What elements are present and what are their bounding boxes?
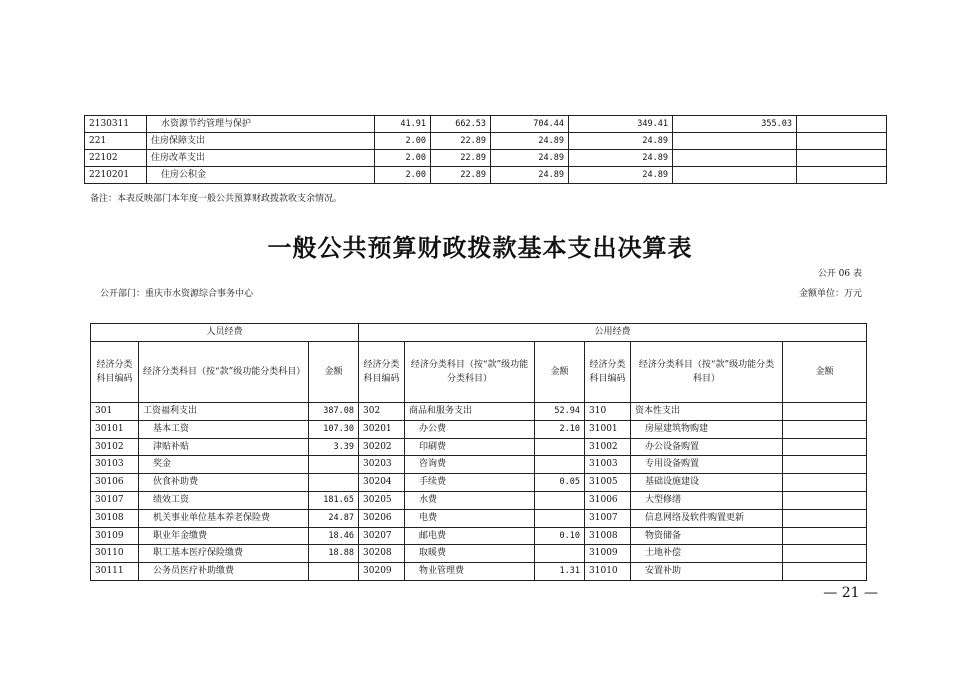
subject-code: 30207 bbox=[359, 527, 405, 545]
amount-cell: 24.89 bbox=[569, 133, 673, 150]
amount-cell bbox=[783, 545, 867, 563]
table-row bbox=[91, 545, 867, 563]
amount-cell: 0.05 bbox=[535, 474, 585, 492]
amount-cell: 24.89 bbox=[491, 167, 569, 184]
table-row bbox=[85, 167, 887, 184]
subject-name: 印刷费 bbox=[405, 438, 535, 456]
subject-code: 30208 bbox=[359, 545, 405, 563]
name-header: 经济分类科目（按“款”级功能分类科目） bbox=[139, 342, 309, 403]
subject-code: 30102 bbox=[91, 438, 139, 456]
subject-name: 水资源节约管理与保护 bbox=[147, 116, 375, 133]
subject-name: 津贴补贴 bbox=[139, 438, 309, 456]
unit-label: 金额单位：万元 bbox=[798, 289, 862, 299]
subject-code: 31003 bbox=[585, 456, 631, 474]
amount-cell: 22.89 bbox=[431, 150, 491, 167]
subject-name: 大型修缮 bbox=[631, 491, 783, 509]
subject-name: 专用设备购置 bbox=[631, 456, 783, 474]
subject-name: 安置补助 bbox=[631, 563, 783, 581]
amount-cell: 387.08 bbox=[309, 403, 359, 421]
subject-code: 30109 bbox=[91, 527, 139, 545]
subject-name: 住房公积金 bbox=[147, 167, 375, 184]
subject-name: 邮电费 bbox=[405, 527, 535, 545]
subject-code: 30205 bbox=[359, 491, 405, 509]
subject-code: 221 bbox=[85, 133, 147, 150]
page-number: — 21 — bbox=[823, 585, 878, 601]
amount-cell bbox=[673, 167, 797, 184]
page-title: 一般公共预算财政拨款基本支出决算表 bbox=[267, 234, 693, 262]
amount-cell: 24.89 bbox=[569, 167, 673, 184]
subject-code: 30103 bbox=[91, 456, 139, 474]
subject-name: 伙食补助费 bbox=[139, 474, 309, 492]
table-row bbox=[91, 474, 867, 492]
basic-expenditure-table bbox=[90, 323, 867, 581]
amount-cell bbox=[783, 509, 867, 527]
name-header: 经济分类科目（按“款”级功能分类科目） bbox=[405, 342, 535, 403]
subject-code: 30108 bbox=[91, 509, 139, 527]
amount-cell: 181.65 bbox=[309, 491, 359, 509]
amount-cell bbox=[783, 491, 867, 509]
amount-cell bbox=[797, 167, 887, 184]
table-row bbox=[91, 491, 867, 509]
table-row bbox=[91, 563, 867, 581]
subject-name: 水费 bbox=[405, 491, 535, 509]
amount-cell: 2.00 bbox=[375, 133, 431, 150]
amount-cell bbox=[673, 133, 797, 150]
code-header: 经济分类科目编码 bbox=[359, 342, 405, 403]
amount-cell bbox=[783, 474, 867, 492]
name-header: 经济分类科目（按“款”级功能分类科目） bbox=[631, 342, 783, 403]
subject-name: 物业管理费 bbox=[405, 563, 535, 581]
amount-cell: 349.41 bbox=[569, 116, 673, 133]
table-number: 公开 06 表 bbox=[817, 269, 862, 279]
amount-cell: 52.94 bbox=[535, 403, 585, 421]
amount-header: 金额 bbox=[535, 342, 585, 403]
subject-name: 住房改革支出 bbox=[147, 150, 375, 167]
table-row bbox=[85, 150, 887, 167]
table-row bbox=[91, 527, 867, 545]
subject-name: 咨询费 bbox=[405, 456, 535, 474]
amount-header: 金额 bbox=[783, 342, 867, 403]
amount-cell bbox=[783, 403, 867, 421]
amount-cell bbox=[783, 420, 867, 438]
amount-cell: 18.46 bbox=[309, 527, 359, 545]
subject-code: 30203 bbox=[359, 456, 405, 474]
subject-code: 31001 bbox=[585, 420, 631, 438]
subject-code: 2210201 bbox=[85, 167, 147, 184]
subject-name: 基本工资 bbox=[139, 420, 309, 438]
amount-cell: 0.10 bbox=[535, 527, 585, 545]
subject-name: 土地补偿 bbox=[631, 545, 783, 563]
amount-cell: 1.31 bbox=[535, 563, 585, 581]
amount-cell bbox=[797, 133, 887, 150]
amount-cell bbox=[535, 509, 585, 527]
subject-name: 住房保障支出 bbox=[147, 133, 375, 150]
subject-name: 办公设备购置 bbox=[631, 438, 783, 456]
subject-code: 30201 bbox=[359, 420, 405, 438]
amount-cell bbox=[309, 563, 359, 581]
subject-name: 绩效工资 bbox=[139, 491, 309, 509]
subject-name: 商品和服务支出 bbox=[405, 403, 535, 421]
amount-cell: 3.39 bbox=[309, 438, 359, 456]
amount-cell: 24.89 bbox=[569, 150, 673, 167]
subject-code: 301 bbox=[91, 403, 139, 421]
subject-code: 31006 bbox=[585, 491, 631, 509]
table-row bbox=[91, 403, 867, 421]
code-header: 经济分类科目编码 bbox=[91, 342, 139, 403]
table-row bbox=[91, 456, 867, 474]
subject-code: 31002 bbox=[585, 438, 631, 456]
department-label: 公开部门：重庆市水资源综合事务中心 bbox=[100, 289, 254, 299]
subject-name: 机关事业单位基本养老保险费 bbox=[139, 509, 309, 527]
amount-cell bbox=[797, 150, 887, 167]
table-note: 备注：本表反映部门本年度一般公共预算财政拨款收支余情况。 bbox=[90, 194, 343, 204]
subject-code: 30106 bbox=[91, 474, 139, 492]
personnel-expense-header: 人员经费 bbox=[91, 324, 359, 342]
subject-name: 电费 bbox=[405, 509, 535, 527]
amount-cell: 41.91 bbox=[375, 116, 431, 133]
amount-cell bbox=[673, 150, 797, 167]
table-row bbox=[85, 116, 887, 133]
subject-code: 30202 bbox=[359, 438, 405, 456]
subject-name: 物资储备 bbox=[631, 527, 783, 545]
table-row bbox=[85, 133, 887, 150]
subject-code: 2130311 bbox=[85, 116, 147, 133]
subject-name: 公务员医疗补助缴费 bbox=[139, 563, 309, 581]
subject-code: 302 bbox=[359, 403, 405, 421]
amount-cell: 704.44 bbox=[491, 116, 569, 133]
amount-cell: 22.89 bbox=[431, 133, 491, 150]
subject-name: 职工基本医疗保险缴费 bbox=[139, 545, 309, 563]
subject-name: 基础设施建设 bbox=[631, 474, 783, 492]
subject-name: 工资福利支出 bbox=[139, 403, 309, 421]
subject-code: 30204 bbox=[359, 474, 405, 492]
subject-code: 30206 bbox=[359, 509, 405, 527]
amount-cell: 355.03 bbox=[673, 116, 797, 133]
table-row bbox=[91, 509, 867, 527]
code-header: 经济分类科目编码 bbox=[585, 342, 631, 403]
public-expense-header: 公用经费 bbox=[359, 324, 867, 342]
amount-cell bbox=[535, 438, 585, 456]
subject-name: 信息网络及软件购置更新 bbox=[631, 509, 783, 527]
amount-cell bbox=[309, 456, 359, 474]
subject-code: 30111 bbox=[91, 563, 139, 581]
table-row bbox=[91, 420, 867, 438]
amount-cell bbox=[535, 491, 585, 509]
amount-cell: 2.10 bbox=[535, 420, 585, 438]
subject-code: 30209 bbox=[359, 563, 405, 581]
amount-cell: 18.88 bbox=[309, 545, 359, 563]
subject-name: 办公费 bbox=[405, 420, 535, 438]
amount-cell: 662.53 bbox=[431, 116, 491, 133]
amount-cell bbox=[535, 456, 585, 474]
income-expenditure-table-tail bbox=[84, 115, 887, 184]
amount-cell bbox=[783, 527, 867, 545]
amount-cell: 2.00 bbox=[375, 150, 431, 167]
amount-cell: 22.89 bbox=[431, 167, 491, 184]
amount-header: 金额 bbox=[309, 342, 359, 403]
amount-cell: 24.89 bbox=[491, 133, 569, 150]
amount-cell bbox=[797, 116, 887, 133]
amount-cell bbox=[783, 563, 867, 581]
amount-cell bbox=[783, 438, 867, 456]
table-row bbox=[91, 438, 867, 456]
subject-code: 310 bbox=[585, 403, 631, 421]
amount-cell: 107.30 bbox=[309, 420, 359, 438]
subject-code: 22102 bbox=[85, 150, 147, 167]
subject-code: 30110 bbox=[91, 545, 139, 563]
amount-cell bbox=[535, 545, 585, 563]
amount-cell bbox=[783, 456, 867, 474]
subject-code: 31005 bbox=[585, 474, 631, 492]
subject-code: 30101 bbox=[91, 420, 139, 438]
amount-cell: 24.89 bbox=[491, 150, 569, 167]
subject-name: 房屋建筑物购建 bbox=[631, 420, 783, 438]
subject-code: 31007 bbox=[585, 509, 631, 527]
subject-name: 职业年金缴费 bbox=[139, 527, 309, 545]
amount-cell bbox=[309, 474, 359, 492]
subject-code: 31008 bbox=[585, 527, 631, 545]
amount-cell: 24.87 bbox=[309, 509, 359, 527]
subject-name: 奖金 bbox=[139, 456, 309, 474]
subject-name: 手续费 bbox=[405, 474, 535, 492]
subject-name: 资本性支出 bbox=[631, 403, 783, 421]
subject-code: 31009 bbox=[585, 545, 631, 563]
subject-name: 取暖费 bbox=[405, 545, 535, 563]
subject-code: 30107 bbox=[91, 491, 139, 509]
amount-cell: 2.00 bbox=[375, 167, 431, 184]
subject-code: 31010 bbox=[585, 563, 631, 581]
